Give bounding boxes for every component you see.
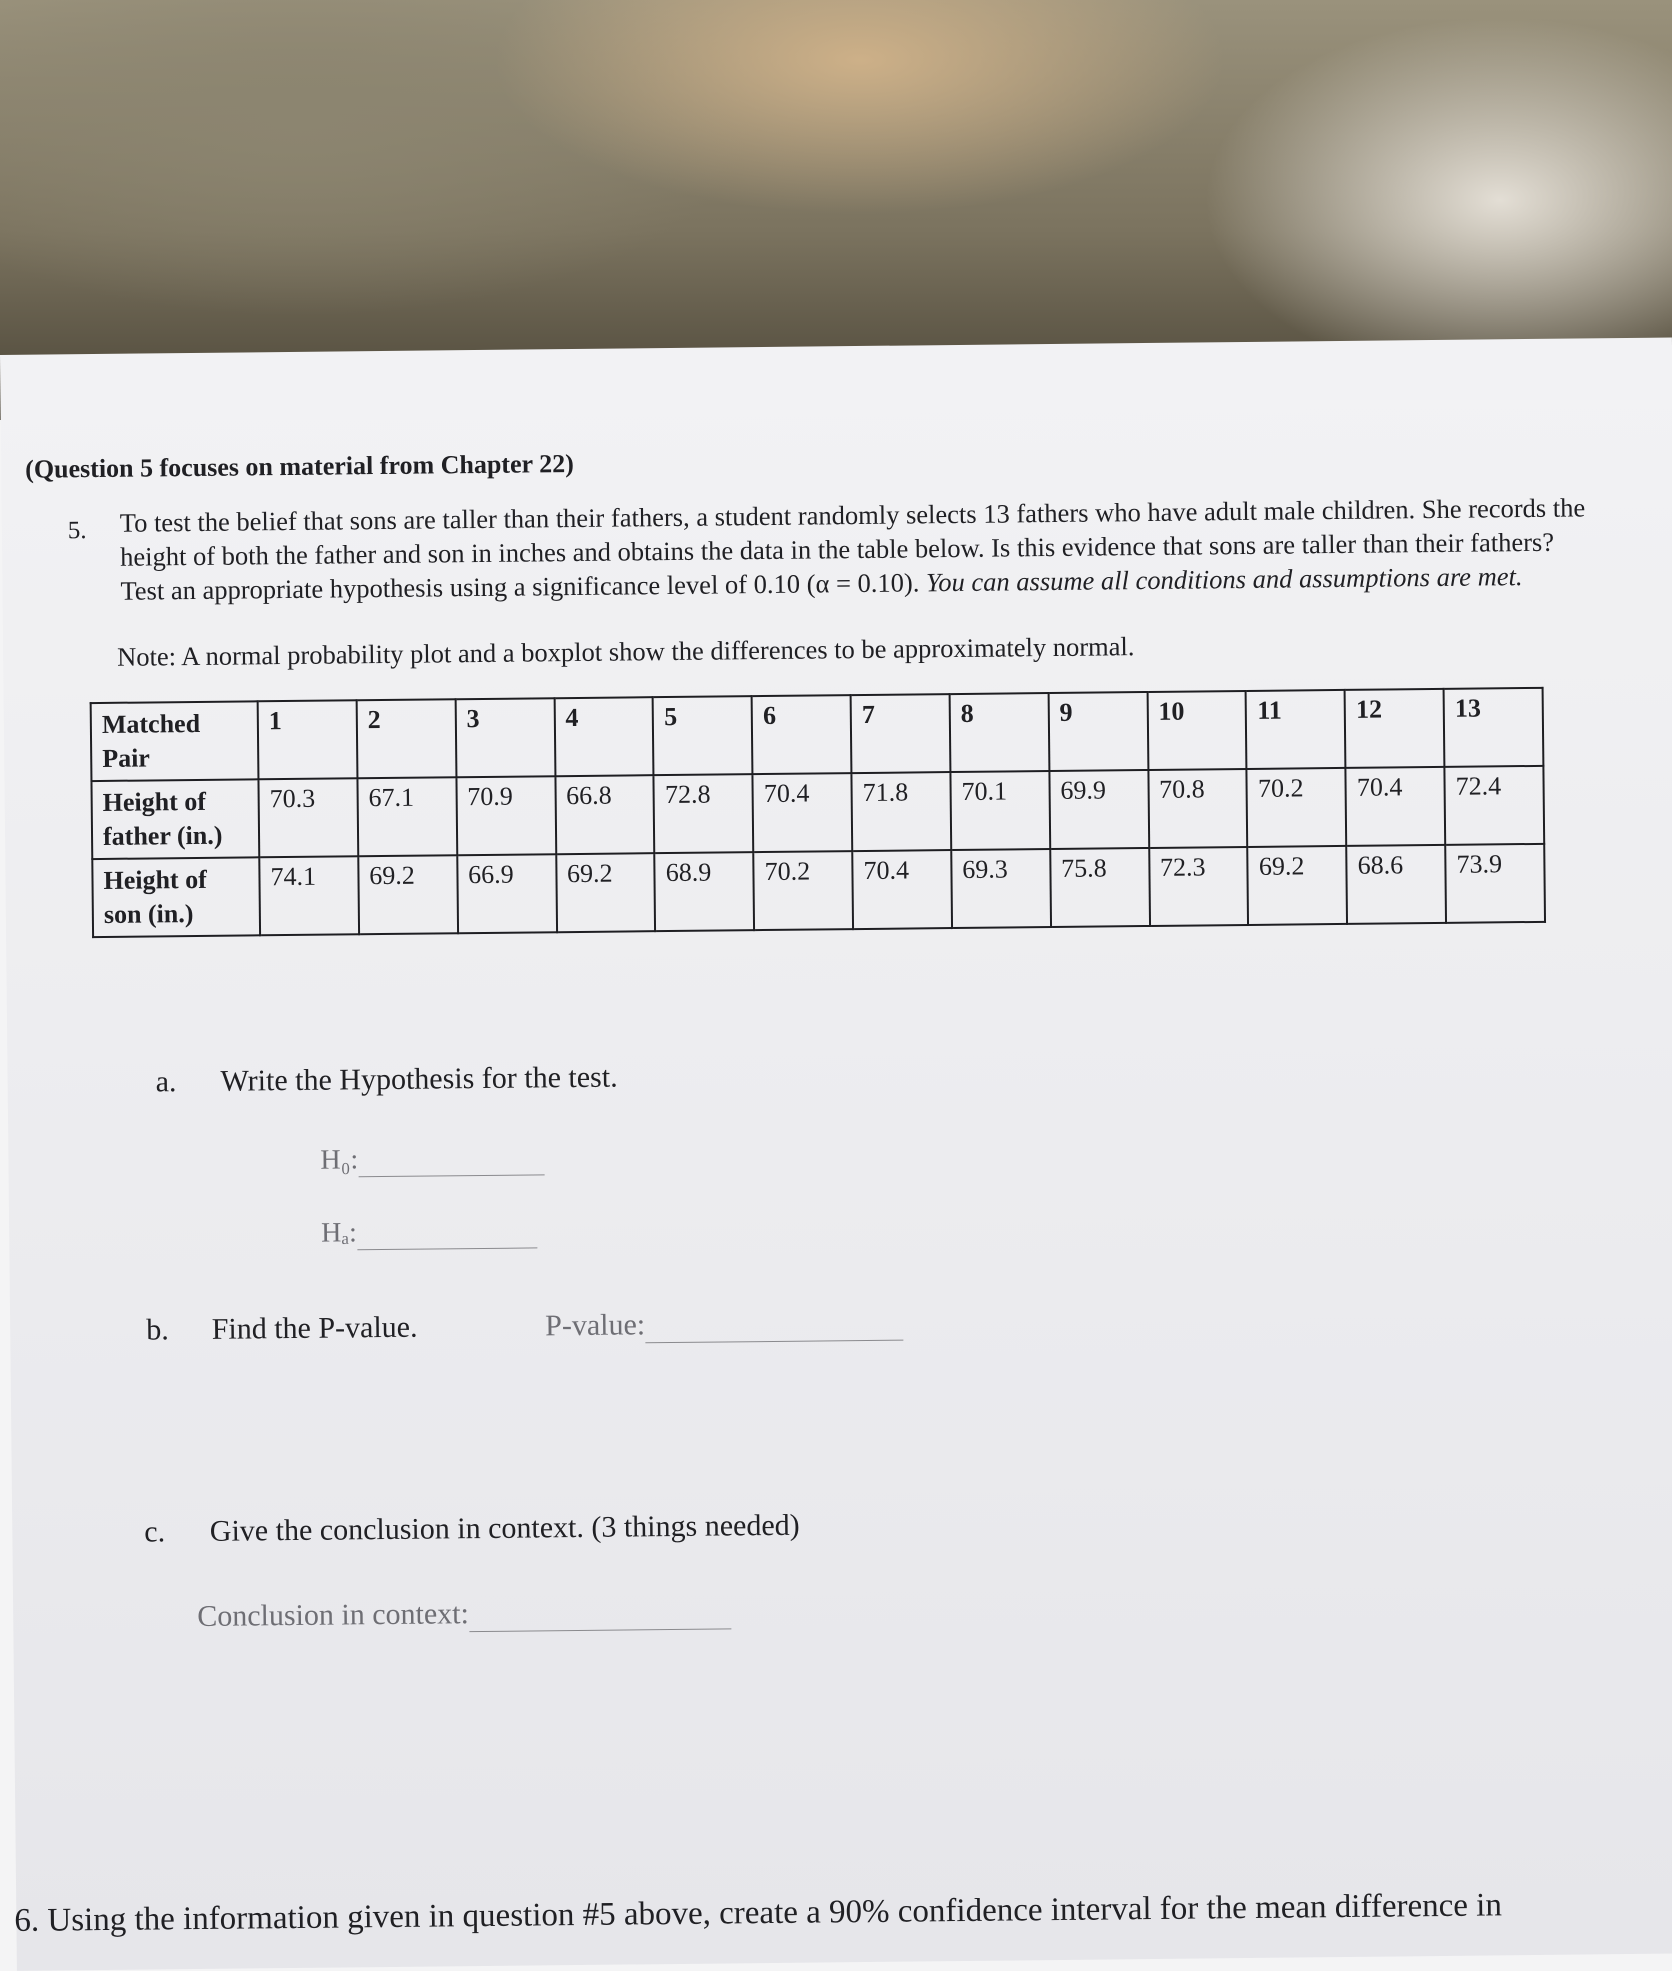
- part-b-text: Find the P-value.: [211, 1310, 418, 1346]
- father-height-cell: 69.9: [1049, 770, 1149, 849]
- son-height-cell: 70.2: [753, 851, 853, 930]
- row-label-son: Height of son (in.): [92, 857, 260, 937]
- father-height-cell: 70.4: [1346, 767, 1446, 846]
- son-height-cell: 70.4: [852, 850, 952, 929]
- p-value-blank[interactable]: [645, 1306, 903, 1344]
- pair-cell: 13: [1444, 688, 1544, 767]
- pair-cell: 1: [258, 700, 358, 779]
- part-a: [155, 1061, 617, 1100]
- pair-cell: 12: [1345, 689, 1445, 768]
- alt-hypothesis-label: Hₐ:: [321, 1217, 358, 1249]
- question-text: [120, 490, 1601, 607]
- father-height-cell: 70.3: [258, 778, 358, 857]
- father-height-cell: 67.1: [357, 777, 457, 856]
- p-value-field[interactable]: [545, 1306, 903, 1345]
- father-height-cell: 70.9: [456, 776, 556, 855]
- question-assumption: You can assume all conditions and assumptions are met.: [925, 561, 1523, 598]
- son-height-cell: 69.2: [556, 853, 656, 932]
- pair-cell: 2: [356, 699, 456, 778]
- son-height-cell: 69.2: [1248, 846, 1348, 925]
- father-height-cell: 72.4: [1445, 766, 1545, 845]
- chapter-note: (Question 5 focuses on material from Chapter 22): [25, 448, 574, 484]
- question-note: Note: A normal probability plot and a boxplot show the differences to be approximately normal.: [117, 631, 1135, 672]
- next-question-number: 6.: [14, 1902, 40, 1939]
- null-hypothesis-label: H₀:: [320, 1144, 359, 1176]
- next-question-text: Using the information given in question #5 above, create a 90% confidence interval for the mean difference in: [47, 1887, 1503, 1939]
- question-number: 5.: [67, 517, 87, 545]
- pair-cell: 8: [950, 693, 1050, 772]
- son-height-cell: 68.9: [655, 852, 755, 931]
- part-b: [146, 1311, 418, 1348]
- son-height-cell: 69.2: [358, 855, 458, 934]
- question-body: To test the belief that sons are taller than their fathers, a student randomly selects 13 fathers who have adult male children. She records the height of both the father and son in inches and obtains the data in the table below. Is this evidence that sons are taller than their fathers? Test an appropriate hypothesis using a significance level of 0.10 (α = 0.10).: [119, 492, 1586, 606]
- conclusion-field[interactable]: [197, 1594, 731, 1635]
- son-height-cell: 74.1: [259, 856, 359, 935]
- table-row-pairs: [91, 688, 1544, 781]
- row-label-pair: Matched Pair: [91, 701, 259, 781]
- next-question: [14, 1887, 1502, 1940]
- part-c-text: Give the conclusion in context. (3 things needed): [209, 1508, 800, 1548]
- father-height-cell: 66.8: [555, 775, 655, 854]
- table-row-father: [91, 766, 1544, 859]
- pair-cell: 9: [1048, 692, 1148, 771]
- part-a-letter: a.: [155, 1065, 177, 1099]
- son-height-cell: 66.9: [457, 854, 557, 933]
- row-label-father: Height of father (in.): [91, 779, 259, 859]
- pair-cell: 3: [455, 698, 555, 777]
- part-a-text: Write the Hypothesis for the test.: [220, 1060, 618, 1098]
- part-c: [144, 1509, 800, 1550]
- pair-cell: 5: [653, 696, 753, 775]
- table-row-son: [92, 844, 1545, 937]
- p-value-label: P-value:: [545, 1308, 646, 1343]
- conclusion-label: Conclusion in context:: [197, 1597, 470, 1634]
- null-hypothesis-field[interactable]: [320, 1142, 544, 1177]
- pair-cell: 10: [1147, 691, 1247, 770]
- pair-cell: 6: [752, 695, 852, 774]
- father-height-cell: 70.2: [1247, 768, 1347, 847]
- conclusion-blank[interactable]: [469, 1594, 731, 1632]
- son-height-cell: 72.3: [1149, 847, 1249, 926]
- data-table: [90, 687, 1546, 938]
- father-height-cell: 72.8: [654, 774, 754, 853]
- son-height-cell: 75.8: [1050, 848, 1150, 927]
- pair-cell: 11: [1246, 690, 1346, 769]
- pair-cell: 7: [851, 694, 951, 773]
- pair-cell: 4: [554, 697, 654, 776]
- null-hypothesis-blank[interactable]: [358, 1142, 544, 1177]
- part-c-letter: c.: [144, 1515, 166, 1549]
- alt-hypothesis-field[interactable]: [321, 1215, 537, 1250]
- son-height-cell: 73.9: [1445, 844, 1545, 923]
- father-height-cell: 70.4: [753, 773, 853, 852]
- part-b-letter: b.: [146, 1313, 169, 1347]
- father-height-cell: 71.8: [851, 772, 951, 851]
- son-height-cell: 69.3: [951, 849, 1051, 928]
- father-height-cell: 70.8: [1148, 769, 1248, 848]
- son-height-cell: 68.6: [1346, 845, 1446, 924]
- alt-hypothesis-blank[interactable]: [357, 1215, 537, 1250]
- father-height-cell: 70.1: [950, 771, 1050, 850]
- worksheet-page: [0, 337, 1672, 1970]
